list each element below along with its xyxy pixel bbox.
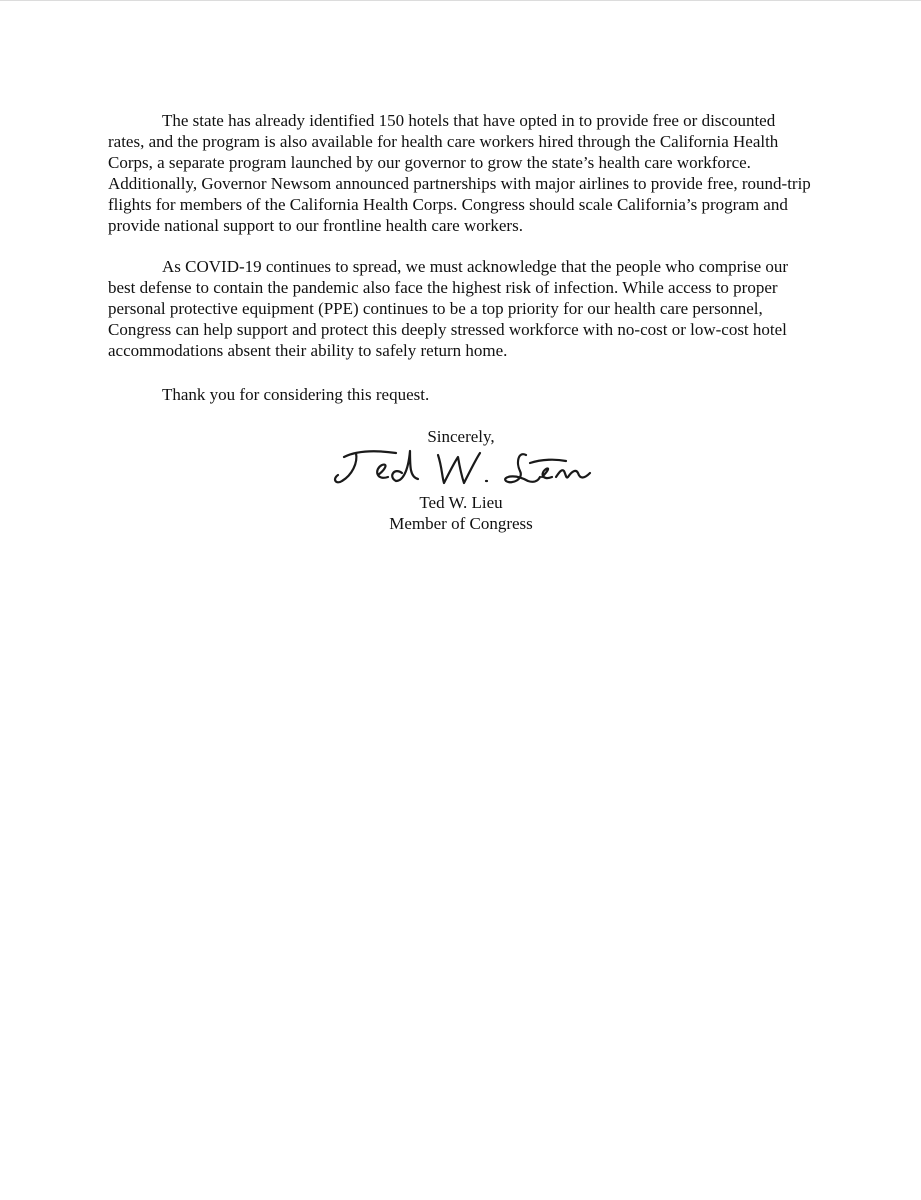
- handwritten-signature: [330, 441, 592, 493]
- signer-name: Ted W. Lieu: [419, 493, 503, 512]
- closing-salutation: Sincerely,: [427, 427, 495, 446]
- signer-title: Member of Congress: [389, 514, 533, 533]
- letter-body: [108, 110, 815, 381]
- thanks-line: Thank you for considering this request.: [162, 385, 430, 404]
- paragraph-covid: As COVID-19 continues to spread, we must acknowledge that the people who comprise our best defense to contain the pandemic also face the highest risk of infection. While access to proper personal protective equipment (PPE) continues to be a top priority for our health care personnel, Congress can help support and protect this deeply stressed workforce with no-cost or low-cost hotel accommodations absent their ability to safely return home.: [108, 257, 789, 360]
- paragraph-hotels: The state has already identified 150 hotels that have opted in to provide free or discounted rates, and the program is also available for health care workers hired through the California Health Corps, a separate program launched by our governor to grow the state’s health care workforce. Additionally, Governor Newsom announced partnerships with major airlines to provide free, round-trip flights for members of the California Health Corps. Congress should scale California’s program and provide national support to our frontline health care workers.: [108, 111, 811, 235]
